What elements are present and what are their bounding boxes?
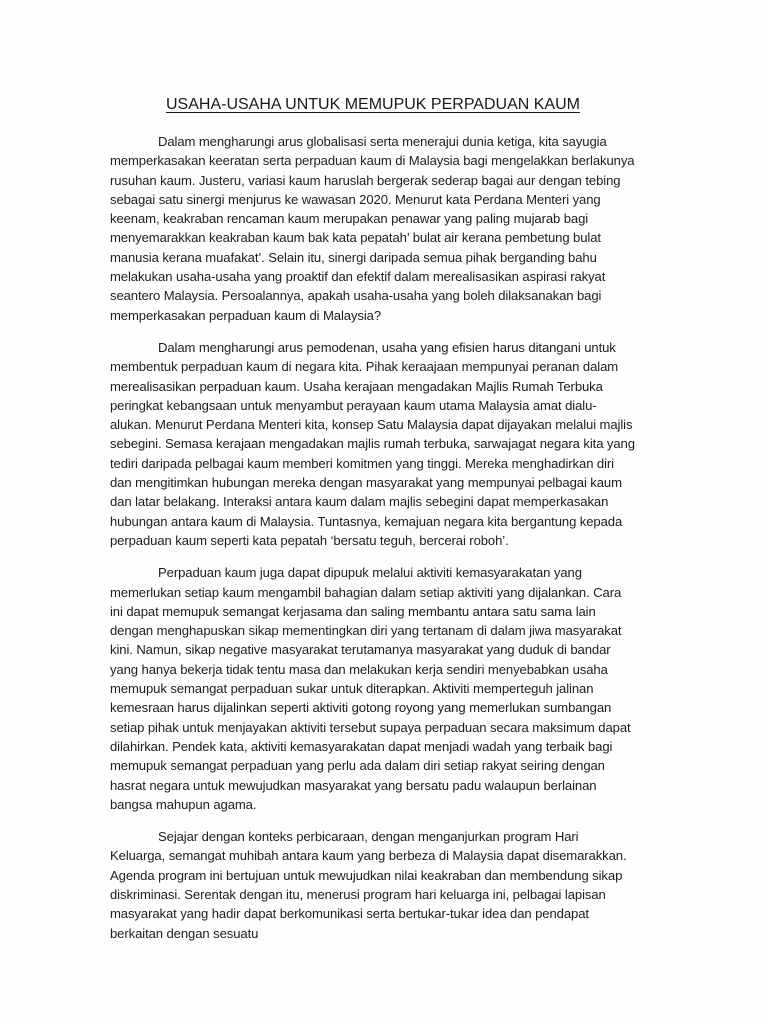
paragraph-4: Sejajar dengan konteks perbicaraan, dengan menganjurkan program Hari Keluarga, semangat muhibah antara kaum yang berbeza di Malaysia dapat disemarakkan. Agenda program ini bertujuan untuk mewujudkan nilai keakraban dan membendung sikap diskriminasi. Serentak dengan itu, menerusi program hari keluarga ini, pelbagai lapisan masyarakat yang hadir dapat berkomunikasi serta bertukar-tukar idea dan pendapat berkaitan dengan sesuatu (110, 829, 627, 941)
paragraph-2: Dalam mengharungi arus pemodenan, usaha yang efisien harus ditangani untuk membentuk perpaduan kaum di negara kita. Pihak keraajaan mempunyai peranan dalam merealisasikan perpaduan kaum. Usaha kerajaan mengadakan Majlis Rumah Terbuka peringkat kebangsaan untuk menyambut perayaan kaum utama Malaysia amat dialu-alukan. Menurut Perdana Menteri kita, konsep Satu Malaysia dapat dijayakan melalui majlis sebegini. Semasa kerajaan mengadakan majlis rumah terbuka, sarwajagat negara kita yang tediri daripada pelbagai kaum memberi komitmen yang tinggi. Mereka menghadirkan diri dan mengitimkan hubungan mereka dengan masyarakat yang mempunyai pelbagai kaum dan latar belakang. Interaksi antara kaum dalam majlis sebegini dapat memperkasakan hubungan antara kaum di Malaysia. Tuntasnya, kemajuan negara kita bergantung kepada perpaduan kaum seperti kata pepatah ‘bersatu teguh, bercerai roboh’. (110, 339, 635, 548)
essay-title: USAHA-USAHA UNTUK MEMUPUK PERPADUAN KAUM (166, 96, 580, 113)
paragraph-3: Perpaduan kaum juga dapat dipupuk melalui aktiviti kemasyarakatan yang memerlukan setiap kaum mengambil bahagian dalam setiap aktiviti yang dijalankan. Cara ini dapat memupuk semangat kerjasama dan saling membantu antara satu sama lain dengan menghapuskan sikap mementingkan diri yang tertanam di dalam jiwa masyarakat kini. Namun, sikap negative masyarakat terutamanya masyarakat yang duduk di bandar yang hanya bekerja tidak tentu masa dan melakukan kerja sendiri menyebabkan usaha memupuk semangat perpaduan sukar untuk diterapkan. Aktiviti memperteguh jalinan kemesraan harus dijalinkan seperti aktiviti gotong royong yang memerlukan sumbangan setiap pihak untuk menjayakan aktiviti tersebut supaya perpaduan secara maksimum dapat dilahirkan. Pendek kata, aktiviti kemasyarakatan dapat menjadi wadah yang terbaik bagi memupuk semangat perpaduan yang perlu ada dalam diri setiap rakyat seiring dengan hasrat negara untuk mewujudkan masyarakat yang bersatu padu walaupun berlainan bangsa mahupun agama. (110, 565, 631, 812)
essay-body (110, 94, 636, 956)
paragraph-1: Dalam mengharungi arus globalisasi serta menerajui dunia ketiga, kita sayugia memperkasakan keeratan serta perpaduan kaum di Malaysia bagi mengelakkan berlakunya rusuhan kaum. Justeru, variasi kaum haruslah bergerak sederap bagai aur dengan tebing sebagai satu sinergi menjurus ke wawasan 2020. Menurut kata Perdana Menteri yang keenam, keakraban rencaman kaum merupakan penawar yang paling mujarab bagi menyemarakkan keakraban kaum bak kata pepatah’ bulat air kerana pembetung bulat manusia kerana muafakat’. Selain itu, sinergi daripada semua pihak berganding bahu melakukan usaha-usaha yang proaktif dan efektif dalam merealisasikan aspirasi rakyat seantero Malaysia. Persoalannya, apakah usaha-usaha yang boleh dilaksanakan bagi memperkasakan perpaduan kaum di Malaysia? (110, 134, 635, 323)
